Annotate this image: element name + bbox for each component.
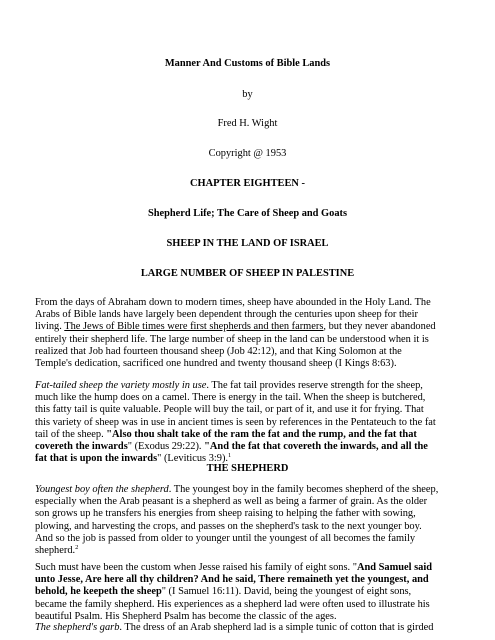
text-line: this fatty tail is quite valuable. People will buy the tail, or part of it, and use it for frying. That [35, 404, 424, 416]
footnote-marker[interactable]: 2 [75, 543, 79, 551]
text-span: , but they never abandoned [323, 321, 436, 333]
text-line: Temple's dedication, sacrificed one hundred and twenty thousand sheep (I Kings 8:63). [35, 357, 397, 369]
italic-lead: Youngest boy often the shepherd [35, 484, 169, 495]
text-line: entirely their shepherd life. The large number of sheep in the land can be understood when it is [35, 333, 429, 345]
text-span: . The dress of an Arab shepherd lad is a simple tunic of cotton that is girded [119, 622, 434, 633]
text-span: tail of the sheep. [35, 428, 107, 440]
bold-quote: behold, he keepeth the sheep [35, 586, 162, 598]
text-line: realized that Job had fourteen thousand sheep (Job 42:12), and that King Solomon at the [35, 345, 402, 357]
footnote-marker[interactable]: 1 [228, 452, 232, 460]
text-line: And so the job is passed from older to younger until the youngest of all becomes the family [35, 532, 416, 544]
text-line: unto Jesse, Are here all thy children? And he said, There remaineth yet the youngest, and [35, 574, 429, 586]
text-line [35, 380, 465, 392]
paragraph-fat-tailed-sheep [35, 380, 465, 465]
paragraph-shepherd-garb [35, 622, 465, 634]
author-name: Fred H. Wight [217, 118, 278, 129]
text-line: From the days of Abraham down to modern times, sheep have abounded in the Holy Land. The [35, 297, 431, 308]
shepherd-heading: THE SHEPHERD [206, 463, 289, 474]
text-span: " (I Samuel 16:11). David, being the youngest of eight sons, [161, 586, 412, 598]
text-line: especially when the Arab peasant is a shepherd as well as being a farmer of grain. As the older [35, 496, 428, 508]
bold-quote: "Also thou shalt take of the ram the fat and the rump, and the fat that [106, 428, 417, 440]
copyright-line: Copyright @ 1953 [208, 148, 287, 159]
bold-quote: "And the fat that covereth the inwards, and all the [204, 440, 428, 452]
text-line [35, 441, 465, 453]
paragraph-youngest-boy [35, 484, 465, 557]
bold-quote: And Samuel said [356, 562, 433, 573]
text-line: son grows up he transfers his energies from sheep raising to helping the father with sowing, [35, 508, 416, 520]
text-span: . The fat tail provides reserve strength for the sheep, [206, 380, 423, 391]
chapter-heading: CHAPTER EIGHTEEN - [190, 178, 305, 189]
text-line [35, 321, 465, 333]
text-span: Such must have been the custom when Jesse raised his family of eight sons. " [35, 562, 357, 573]
by-line: by [242, 89, 253, 100]
section-heading: SHEEP IN THE LAND OF ISRAEL [166, 238, 329, 249]
text-span: shepherd. [35, 544, 76, 556]
text-span: living. [35, 321, 65, 333]
underlined-link[interactable]: The Jews of Bible times were first shepherds and then farmers [64, 321, 324, 333]
text-span: " (Exodus 29:22). [127, 440, 205, 452]
paragraph-jesse-sons [35, 562, 465, 623]
text-line [35, 562, 465, 574]
bold-quote: fat that is upon the inwards [35, 453, 158, 465]
text-line: this variety of sheep was in use in ancient times is seen by references in the Pentateuch to the fat [35, 416, 436, 428]
text-line: beautiful Psalm. His Shepherd Psalm has become the classic of the ages. [35, 610, 337, 622]
text-line [35, 622, 465, 634]
text-line: became the family shepherd. His experiences as a shepherd lad were often used to illustrate his [35, 598, 430, 610]
italic-lead: Fat-tailed sheep the variety mostly in use [35, 380, 207, 391]
bold-quote: covereth the inwards [35, 440, 128, 452]
text-span: " (Leviticus 3:9). [157, 453, 229, 465]
text-line: much like the hump does on a camel. There is energy in the tail. When the sheep is butchered, [35, 392, 426, 404]
subsection-heading: LARGE NUMBER OF SHEEP IN PALESTINE [140, 268, 355, 279]
text-line [35, 484, 465, 496]
text-line [35, 429, 465, 441]
text-line [35, 545, 465, 557]
text-line: Arabs of Bible lands have largely been dependent through the centuries upon sheep for their [35, 309, 418, 321]
paragraph-sheep-abounded [35, 297, 465, 370]
text-span: . The youngest boy in the family becomes shepherd of the sheep, [168, 484, 439, 495]
chapter-subtitle: Shepherd Life; The Care of Sheep and Goats [147, 208, 348, 219]
text-line: plowing, and harvesting the crops, and passes on the shepherd's task to the next younger boy. [35, 520, 422, 532]
italic-lead: The shepherd's garb [35, 622, 120, 633]
text-line [35, 586, 465, 598]
book-title: Manner And Customs of Bible Lands [164, 58, 331, 69]
